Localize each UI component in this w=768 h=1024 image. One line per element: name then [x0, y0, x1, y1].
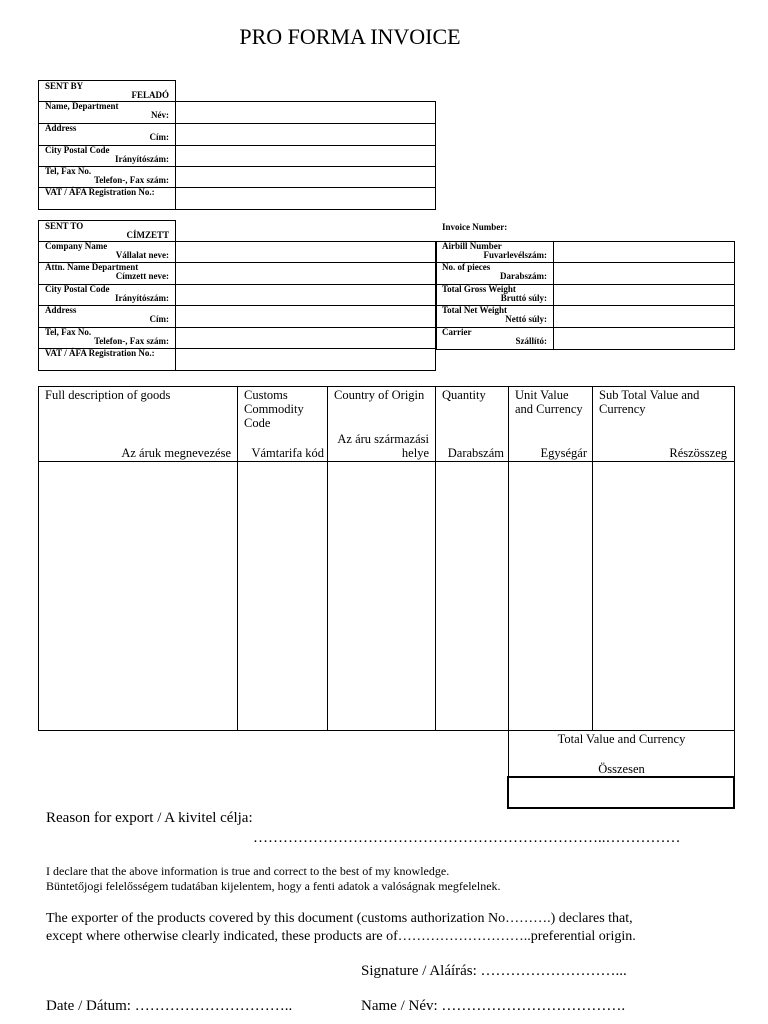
- label-en: Airbill Number: [442, 241, 502, 251]
- sender-phone-field[interactable]: [176, 167, 435, 187]
- label-en: Tel, Fax No.: [45, 327, 92, 337]
- total-right-line: [734, 731, 735, 777]
- declaration-hu: Büntetőjogi felelősségem tudatában kijelentem, hogy a fenti adatok a valóságnak megfelelnek.: [46, 879, 501, 893]
- sender-address-label: [45, 124, 169, 142]
- total-value-field[interactable]: [507, 776, 735, 809]
- goods-table-body[interactable]: [39, 462, 735, 730]
- label-en: VAT / ÁFA Registration No.:: [45, 187, 155, 197]
- sender-address-field[interactable]: [176, 124, 435, 145]
- reason-field[interactable]: ……………………………………………………………..……………: [253, 830, 681, 846]
- col-description-hu: Az áruk megnevezése: [121, 446, 231, 460]
- sent-to-header-en: SENT TO: [45, 221, 84, 231]
- label-hu: Címzett neve:: [115, 271, 169, 281]
- recipient-phone-label: [45, 328, 169, 346]
- sender-name-field[interactable]: [176, 102, 435, 123]
- col-description-en: Full description of goods: [45, 388, 171, 402]
- sender-postal-label: [45, 146, 169, 164]
- label-en: City Postal Code: [45, 284, 110, 294]
- label-hu: Irányítószám:: [115, 293, 169, 303]
- label-en: Tel, Fax No.: [45, 166, 92, 176]
- net-weight-label: [442, 306, 547, 324]
- label-en: No. of pieces: [442, 262, 491, 272]
- col-unit-value-hu: Egységár: [540, 446, 587, 460]
- label-en: City Postal Code: [45, 145, 110, 155]
- recipient-postal-label: [45, 285, 169, 303]
- col-origin-hu: Az áru származási helye: [337, 432, 429, 460]
- sender-vat-label: [45, 188, 173, 197]
- label-hu: Bruttó súly:: [500, 293, 547, 303]
- sent-by-header: [45, 82, 169, 100]
- col-quantity-en: Quantity: [442, 388, 486, 402]
- col-commodity-en: Customs Commodity Code: [244, 388, 304, 430]
- airbill-field[interactable]: [554, 242, 734, 262]
- label-en: Name, Department: [45, 101, 119, 111]
- label-hu: Telefon-, Fax szám:: [94, 175, 169, 185]
- gross-weight-label: [442, 285, 547, 303]
- sent-by-header-en: SENT BY: [45, 81, 84, 91]
- sender-name-label: [45, 102, 169, 120]
- pieces-label: [442, 263, 547, 281]
- recipient-company-label: [45, 242, 169, 260]
- col-unit-value-en: Unit Value and Currency: [515, 388, 583, 416]
- pieces-field[interactable]: [554, 263, 734, 284]
- sender-vat-field[interactable]: [176, 188, 435, 209]
- sender-phone-label: [45, 167, 169, 185]
- sent-to-header-hu: CÍMZETT: [126, 230, 169, 240]
- invoice-number-label: Invoice Number:: [442, 222, 508, 232]
- name-field[interactable]: Name / Név: ……………………………….: [361, 998, 626, 1014]
- recipient-phone-field[interactable]: [176, 328, 435, 348]
- col-subtotal-hu: Részösszeg: [669, 446, 727, 460]
- col-origin-en: Country of Origin: [334, 388, 425, 402]
- sent-by-header-hu: FELADÓ: [131, 90, 169, 100]
- recipient-vat-field[interactable]: [176, 349, 435, 370]
- label-hu: Irányítószám:: [115, 154, 169, 164]
- net-weight-field[interactable]: [554, 306, 734, 327]
- exporter-statement-line1: The exporter of the products covered by this document (customs authorization No……….) declares that,: [46, 911, 633, 926]
- label-hu: Fuvarlevélszám:: [483, 250, 547, 260]
- label-hu: Név:: [151, 110, 169, 120]
- col-quantity-hu: Darabszám: [447, 446, 504, 460]
- recipient-postal-field[interactable]: [176, 285, 435, 305]
- date-field[interactable]: Date / Dátum: …………………………..: [46, 998, 293, 1014]
- label-hu: Telefon-, Fax szám:: [94, 336, 169, 346]
- exporter-statement-line2: except where otherwise clearly indicated, these products are of………………………..preferential origin.: [46, 929, 636, 944]
- label-en: Carrier: [442, 327, 472, 337]
- signature-field[interactable]: Signature / Aláírás: ………………………...: [361, 963, 627, 979]
- recipient-company-field[interactable]: [176, 242, 435, 262]
- carrier-label: [442, 328, 547, 346]
- label-en: VAT / ÁFA Registration No.:: [45, 348, 155, 358]
- label-en: Address: [45, 305, 77, 315]
- col-commodity-hu: Vámtarifa kód: [251, 446, 324, 460]
- label-hu: Vállalat neve:: [115, 250, 169, 260]
- airbill-label: [442, 242, 547, 260]
- label-hu: Cím:: [149, 132, 169, 142]
- gross-weight-field[interactable]: [554, 285, 734, 305]
- sender-postal-field[interactable]: [176, 146, 435, 166]
- label-hu: Cím:: [149, 314, 169, 324]
- label-en: Attn. Name Department: [45, 262, 139, 272]
- label-en: Total Net Weight: [442, 305, 508, 315]
- label-en: Company Name: [45, 241, 108, 251]
- page-title: PRO FORMA INVOICE: [239, 24, 461, 49]
- recipient-address-label: [45, 306, 169, 324]
- label-hu: Darabszám:: [500, 271, 547, 281]
- label-en: Total Gross Weight: [442, 284, 516, 294]
- label-hu: Szállító:: [515, 336, 547, 346]
- label-en: Address: [45, 123, 77, 133]
- recipient-attn-label: [45, 263, 169, 281]
- reason-label: Reason for export / A kivitel célja:: [46, 810, 253, 826]
- recipient-attn-field[interactable]: [176, 263, 435, 284]
- sent-to-header: [45, 222, 169, 240]
- label-hu: Nettó súly:: [505, 314, 547, 324]
- recipient-address-field[interactable]: [176, 306, 435, 327]
- carrier-field[interactable]: [554, 328, 734, 349]
- col-subtotal-en: Sub Total Value and Currency: [599, 388, 700, 416]
- declaration-en: I declare that the above information is true and correct to the best of my knowledge.: [46, 864, 450, 878]
- total-label-hu: Összesen: [598, 762, 645, 776]
- recipient-vat-label: [45, 349, 173, 358]
- total-label-en: Total Value and Currency: [557, 732, 686, 746]
